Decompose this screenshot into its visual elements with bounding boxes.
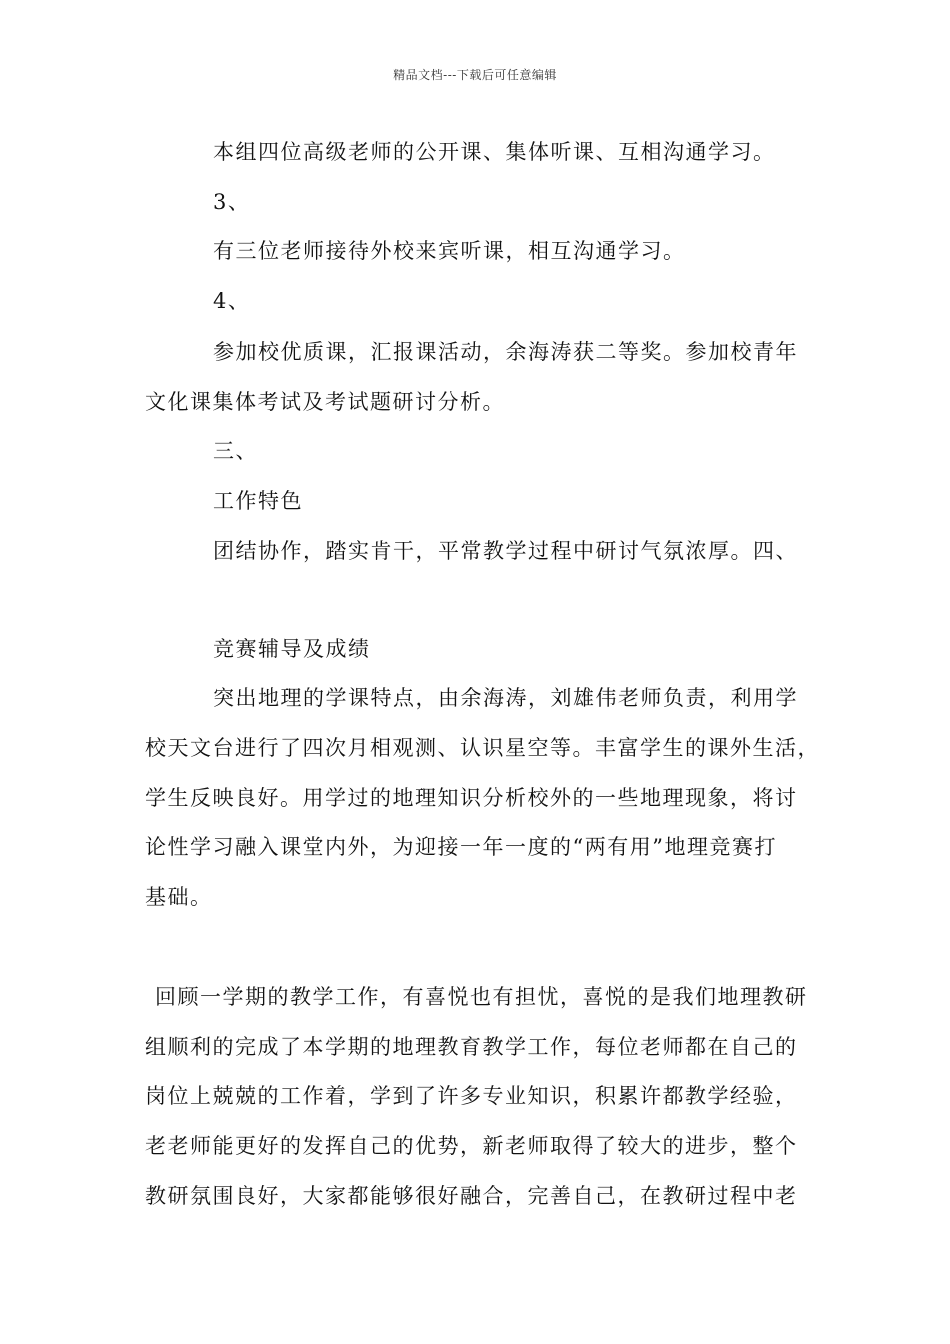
section-heading: 竞赛辅导及成绩 xyxy=(213,637,371,661)
section-number: 三、 xyxy=(213,439,258,463)
paragraph-line: 本组四位高级老师的公开课、集体听课、互相沟通学习。 xyxy=(213,140,776,164)
list-number: 3、 xyxy=(213,190,251,214)
paragraph-line: 参加校优质课，汇报课活动，余海涛获二等奖。参加校青年 xyxy=(213,340,798,364)
paragraph-line: 回顾一学期的教学工作，有喜悦也有担忧，喜悦的是我们地理教研 xyxy=(155,985,808,1009)
list-number: 4、 xyxy=(213,289,251,313)
paragraph-line: 岗位上兢兢的工作着，学到了许多专业知识，积累许都教学经验， xyxy=(145,1084,798,1108)
paragraph-line: 老老师能更好的发挥自己的优势，新老师取得了较大的进步，整个 xyxy=(145,1134,798,1158)
paragraph-line: 论性学习融入课堂内外，为迎接一年一度的“两有用”地理竞赛打 xyxy=(145,835,777,859)
paragraph-line: 校天文台进行了四次月相观测、认识星空等。丰富学生的课外生活， xyxy=(145,736,820,760)
paragraph-line: 教研氛围良好，大家都能够很好融合，完善自己，在教研过程中老 xyxy=(145,1184,798,1208)
paragraph-line: 组顺利的完成了本学期的地理教育教学工作，每位老师都在自己的 xyxy=(145,1035,798,1059)
page-header: 精品文档---下载后可任意编辑 xyxy=(393,68,557,82)
paragraph-line: 突出地理的学课特点，由余海涛，刘雄伟老师负责，利用学 xyxy=(213,686,798,710)
paragraph-line: 文化课集体考试及考试题研讨分析。 xyxy=(145,390,505,414)
paragraph-line: 学生反映良好。用学过的地理知识分析校外的一些地理现象，将讨 xyxy=(145,786,798,810)
paragraph-line: 有三位老师接待外校来宾听课，相互沟通学习。 xyxy=(213,239,686,263)
paragraph-line: 团结协作，踏实肯干，平常教学过程中研讨气氛浓厚。四、 xyxy=(213,539,798,563)
section-heading: 工作特色 xyxy=(213,489,303,513)
paragraph-line: 基础。 xyxy=(145,885,213,909)
